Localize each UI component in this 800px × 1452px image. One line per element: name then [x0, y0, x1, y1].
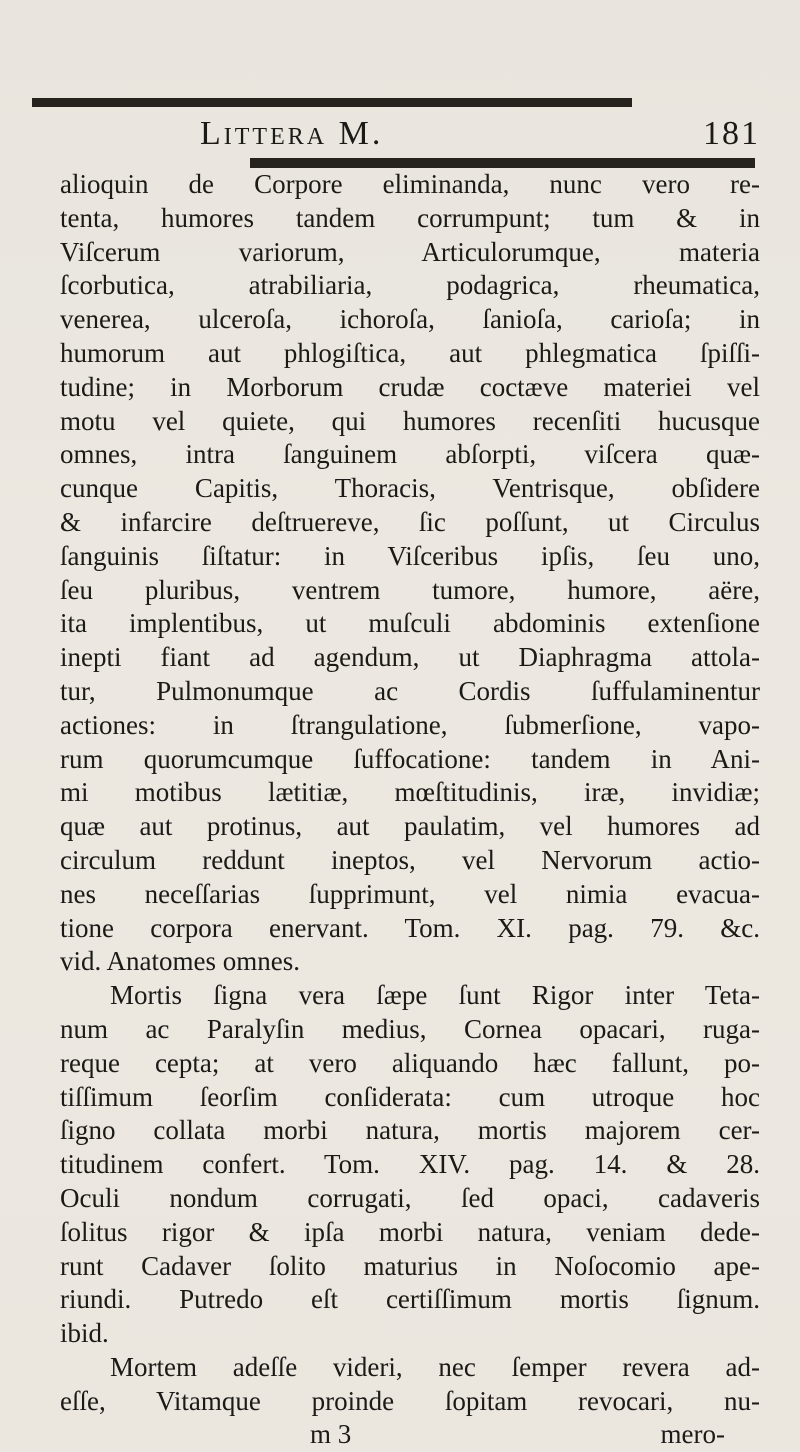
text-line: quæ aut protinus, aut paulatim, vel humores ad	[60, 811, 760, 842]
signature-mark: m 3	[310, 1419, 352, 1450]
paragraph-start-line: Mortem adeſſe videri, nec ſemper revera ad-	[110, 1351, 760, 1382]
page-number: 181	[703, 115, 760, 152]
text-line: ſcorbutica, atrabiliaria, podagrica, rheumatica,	[60, 270, 760, 301]
text-line: rum quorumcumque ſuffocatione: tandem in Ani-	[60, 743, 760, 774]
text-line: tenta, humores tandem corrumpunt; tum & in	[60, 202, 760, 233]
text-line: riundi. Putredo eſt certiſſimum mortis ſignum.	[60, 1284, 760, 1315]
text-line: ſolitus rigor & ipſa morbi natura, veniam dede-	[60, 1216, 760, 1247]
text-line: mi motibus lætitiæ, mœſtitudinis, iræ, invidiæ;	[60, 777, 760, 808]
text-line: & infarcire deſtruereve, ſic poſſunt, ut Circulus	[60, 506, 760, 537]
text-line: vid. Anatomes omnes.	[60, 946, 300, 977]
running-head	[200, 112, 760, 156]
text-line: tudine; in Morborum crudæ coctæve materiei vel	[60, 371, 760, 402]
header-top-rule	[32, 98, 632, 107]
text-line: motu vel quiete, qui humores recenſiti hucusque	[60, 405, 760, 436]
body-text	[60, 168, 760, 1452]
text-line: titudinem confert. Tom. XIV. pag. 14. & 28.	[60, 1149, 760, 1180]
text-line: actiones: in ſtrangulatione, ſubmerſione, vapo-	[60, 709, 760, 740]
text-line: cunque Capitis, Thoracis, Ventrisque, obſidere	[60, 473, 760, 504]
text-line: ſigno collata morbi natura, mortis majorem cer-	[60, 1115, 760, 1146]
text-line: runt Cadaver ſolito maturius in Noſocomio ape-	[60, 1250, 760, 1281]
text-line: venerea, ulceroſa, ichoroſa, ſanioſa, carioſa; in	[60, 304, 760, 335]
text-line: alioquin de Corpore eliminanda, nunc vero re-	[60, 169, 760, 199]
text-line: ſanguinis ſiſtatur: in Viſceribus ipſis, ſeu uno,	[60, 540, 760, 571]
text-line: tione corpora enervant. Tom. XI. pag. 79. &c.	[60, 912, 760, 943]
catchword: mero-	[660, 1419, 725, 1450]
text-line: humorum aut phlogiſtica, aut phlegmatica ſpiſſi-	[60, 337, 760, 368]
header-bottom-rule	[250, 158, 755, 168]
text-line: ita implentibus, ut muſculi abdominis extenſione	[60, 608, 760, 639]
text-line: tiſſimum ſeorſim conſiderata: cum utroque hoc	[60, 1081, 760, 1112]
text-line: circulum reddunt ineptos, vel Nervorum actio-	[60, 844, 760, 875]
text-line: num ac Paralyſin medius, Cornea opacari, ruga-	[60, 1013, 760, 1044]
text-line: Oculi nondum corrugati, ſed opaci, cadaveris	[60, 1182, 760, 1213]
text-line: tur, Pulmonumque ac Cordis ſuffulaminentur	[60, 675, 760, 706]
text-line: nes neceſſarias ſupprimunt, vel nimia evacua-	[60, 878, 760, 909]
text-line: eſſe, Vitamque proinde ſopitam revocari, nu-	[60, 1385, 760, 1416]
text-line: inepti fiant ad agendum, ut Diaphragma attola-	[60, 642, 760, 673]
running-title: Littera M.	[200, 115, 384, 152]
text-line: Viſcerum variorum, Articulorumque, materia	[60, 236, 760, 267]
signature-line	[60, 1418, 760, 1452]
text-line: omnes, intra ſanguinem abſorpti, viſcera quæ-	[60, 439, 760, 470]
text-line: ſeu pluribus, ventrem tumore, humore, aëre,	[60, 574, 760, 605]
paragraph-start-line: Mortis ſigna vera ſæpe ſunt Rigor inter Teta-	[110, 980, 760, 1011]
text-line: reque cepta; at vero aliquando hæc fallunt, po-	[60, 1047, 760, 1078]
text-line: ibid.	[60, 1318, 109, 1349]
